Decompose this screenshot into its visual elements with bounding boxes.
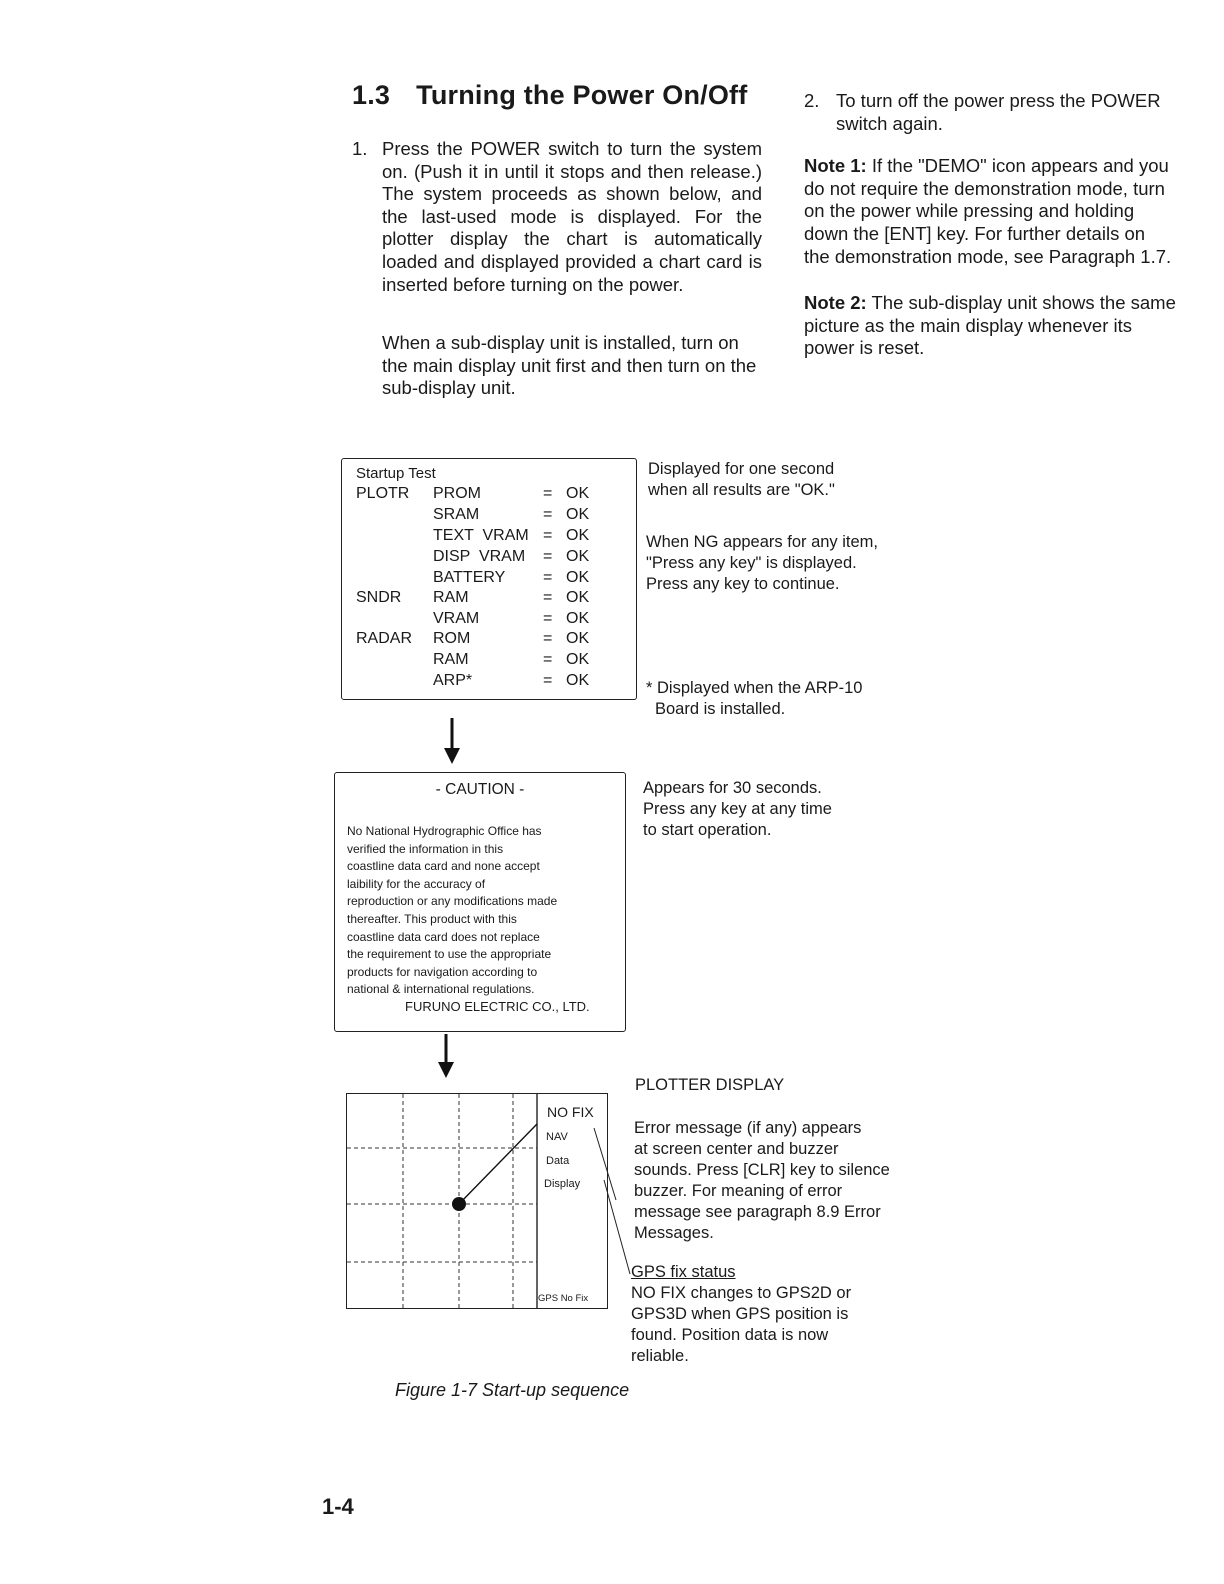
step-2-line-1: To turn off the power press the POWER — [836, 90, 1161, 111]
note-line: to start operation. — [643, 821, 772, 839]
row-value: OK — [566, 630, 590, 647]
note-line: Error message (if any) appears — [634, 1119, 862, 1137]
note-line: at screen center and buzzer — [634, 1140, 839, 1158]
note-line: "Press any key" is displayed. — [646, 554, 857, 572]
row-item: DISP VRAM — [433, 548, 526, 565]
own-ship-marker — [452, 1197, 466, 1211]
startup-row — [356, 548, 616, 568]
row-group: PLOTR — [356, 485, 410, 502]
plotter-error-note — [634, 1118, 890, 1244]
gps-fix-heading: GPS fix status — [631, 1263, 736, 1281]
row-value: OK — [566, 569, 590, 586]
row-eq: = — [543, 630, 553, 647]
caution-line: laibility for the accuracy of — [347, 876, 486, 891]
chart-grid-lines — [347, 1094, 537, 1308]
startup-row — [356, 672, 616, 692]
startup-row — [356, 630, 616, 650]
note-2-line: power is reset. — [804, 337, 925, 359]
note-1-line: the demonstration mode, see Paragraph 1.7. — [804, 245, 1172, 267]
note-line: sounds. Press [CLR] key to silence — [634, 1161, 890, 1179]
note-1-line: down the [ENT] key. For further details on — [804, 222, 1146, 244]
row-item: BATTERY — [433, 569, 506, 586]
note-line: when all results are "OK." — [648, 481, 835, 499]
caution-title: - CAUTION - — [435, 781, 525, 798]
figure-caption: Figure 1-7 Start-up sequence — [395, 1380, 630, 1400]
note-line: found. Position data is now — [631, 1326, 829, 1344]
startup-row — [356, 610, 616, 630]
leader-lines — [590, 1120, 640, 1280]
startup-row — [356, 485, 616, 505]
row-eq: = — [543, 527, 553, 544]
caution-box — [334, 772, 626, 1032]
row-eq: = — [543, 610, 553, 627]
section-title: Turning the Power On/Off — [416, 80, 748, 110]
startup-note-ng — [646, 532, 878, 595]
note-2 — [804, 292, 1224, 315]
note-line: Press any key at any time — [643, 800, 832, 818]
note-2-label: Note 2: — [804, 292, 867, 314]
caution-line: national & international regulations. — [347, 982, 535, 997]
note-line: Displayed for one second — [648, 460, 835, 478]
row-item: PROM — [433, 485, 481, 502]
row-value: OK — [566, 506, 590, 523]
row-eq: = — [543, 672, 553, 689]
note-2-line: The sub-display unit shows the same — [866, 292, 1176, 314]
section-number: 1.3 — [352, 80, 391, 110]
note-line: * Displayed when the ARP-10 — [646, 679, 863, 697]
caution-line: reproduction or any modifications made — [347, 894, 558, 909]
section-heading — [352, 80, 747, 111]
row-value: OK — [566, 672, 590, 689]
note-1-label: Note 1: — [804, 155, 867, 177]
step-2-number: 2. — [804, 90, 820, 111]
row-item: ROM — [433, 630, 471, 647]
caution-note — [643, 778, 832, 841]
row-value: OK — [566, 548, 590, 565]
step-1-number: 1. — [352, 138, 368, 159]
note-line: GPS3D when GPS position is — [631, 1305, 849, 1323]
note-line: Messages. — [634, 1224, 714, 1242]
note-line: message see paragraph 8.9 Error — [634, 1203, 881, 1221]
row-item: VRAM — [433, 610, 480, 627]
startup-test-title: Startup Test — [356, 465, 436, 482]
step-1 — [352, 138, 762, 296]
row-eq: = — [543, 506, 553, 523]
startup-row — [356, 589, 616, 609]
startup-note-arp — [646, 678, 862, 720]
startup-row — [356, 527, 616, 547]
note-line: NO FIX changes to GPS2D or — [631, 1284, 852, 1302]
data-label: Data — [546, 1155, 570, 1167]
row-group: RADAR — [356, 630, 413, 647]
down-arrow-icon — [434, 1032, 458, 1080]
note-line: reliable. — [631, 1347, 689, 1365]
startup-test-box — [341, 458, 637, 700]
page-number: 1-4 — [322, 1494, 354, 1519]
note-2-line: picture as the main display whenever its — [804, 314, 1133, 336]
startup-row — [356, 506, 616, 526]
caution-line: verified the information in this — [347, 841, 504, 856]
note-line: Press any key to continue. — [646, 575, 840, 593]
startup-row — [356, 569, 616, 589]
step-2-line-2: switch again. — [836, 112, 943, 134]
row-value: OK — [566, 651, 590, 668]
right-column — [804, 90, 1224, 360]
row-group: SNDR — [356, 589, 402, 606]
row-eq: = — [543, 569, 553, 586]
no-fix-label: NO FIX — [547, 1104, 594, 1120]
row-eq: = — [543, 548, 553, 565]
caution-line: the requirement to use the appropriate — [347, 947, 552, 962]
caution-signature: FURUNO ELECTRIC CO., LTD. — [405, 999, 590, 1014]
plotter-display-screen — [346, 1093, 608, 1309]
row-value: OK — [566, 485, 590, 502]
plotter-grid — [347, 1094, 607, 1308]
caution-line: coastline data card and none accept — [347, 859, 540, 874]
caution-line: thereafter. This product with this — [347, 911, 517, 926]
nav-label: NAV — [546, 1131, 568, 1143]
caution-body — [347, 823, 619, 999]
startup-note-one-second — [648, 459, 835, 501]
plotter-display-heading: PLOTTER DISPLAY — [635, 1076, 785, 1094]
startup-row — [356, 651, 616, 671]
gps-fix-note — [631, 1262, 851, 1367]
note-1-line: If the "DEMO" icon appears and you — [866, 155, 1169, 177]
note-1 — [804, 155, 1224, 178]
row-value: OK — [566, 589, 590, 606]
display-label: Display — [544, 1178, 581, 1190]
row-eq: = — [543, 485, 553, 502]
step-1-text: Press the POWER switch to turn the system on. (Push it in until it stops and then release.) The system proceeds as shown below, and the last-used mode is displayed. For the plotter display the chart is automatically loaded and displayed provided a chart card is inserted before turning on the power. — [382, 138, 762, 295]
row-value: OK — [566, 610, 590, 627]
down-arrow-icon — [440, 716, 464, 766]
gps-status-label: GPS No Fix — [538, 1293, 589, 1304]
note-1-line: do not require the demonstration mode, turn — [804, 177, 1165, 199]
note-line: buzzer. For meaning of error — [634, 1182, 843, 1200]
note-line: When NG appears for any item, — [646, 533, 879, 551]
step-2 — [804, 90, 1224, 113]
row-eq: = — [543, 651, 553, 668]
course-line — [459, 1124, 537, 1204]
note-line: Appears for 30 seconds. — [643, 779, 822, 797]
row-eq: = — [543, 589, 553, 606]
row-item: RAM — [433, 651, 469, 668]
row-item: TEXT VRAM — [433, 527, 529, 544]
caution-line: products for navigation according to — [347, 964, 538, 979]
caution-line: No National Hydrographic Office has — [347, 824, 542, 838]
note-1-line: on the power while pressing and holding — [804, 200, 1135, 222]
row-item: RAM — [433, 589, 469, 606]
row-value: OK — [566, 527, 590, 544]
note-line: Board is installed. — [655, 700, 786, 718]
row-item: SRAM — [433, 506, 480, 523]
row-item: ARP* — [433, 672, 473, 689]
sub-display-paragraph: When a sub-display unit is installed, turn on the main display unit first and then turn on the sub-display unit. — [382, 332, 757, 399]
caution-line: coastline data card does not replace — [347, 929, 540, 944]
